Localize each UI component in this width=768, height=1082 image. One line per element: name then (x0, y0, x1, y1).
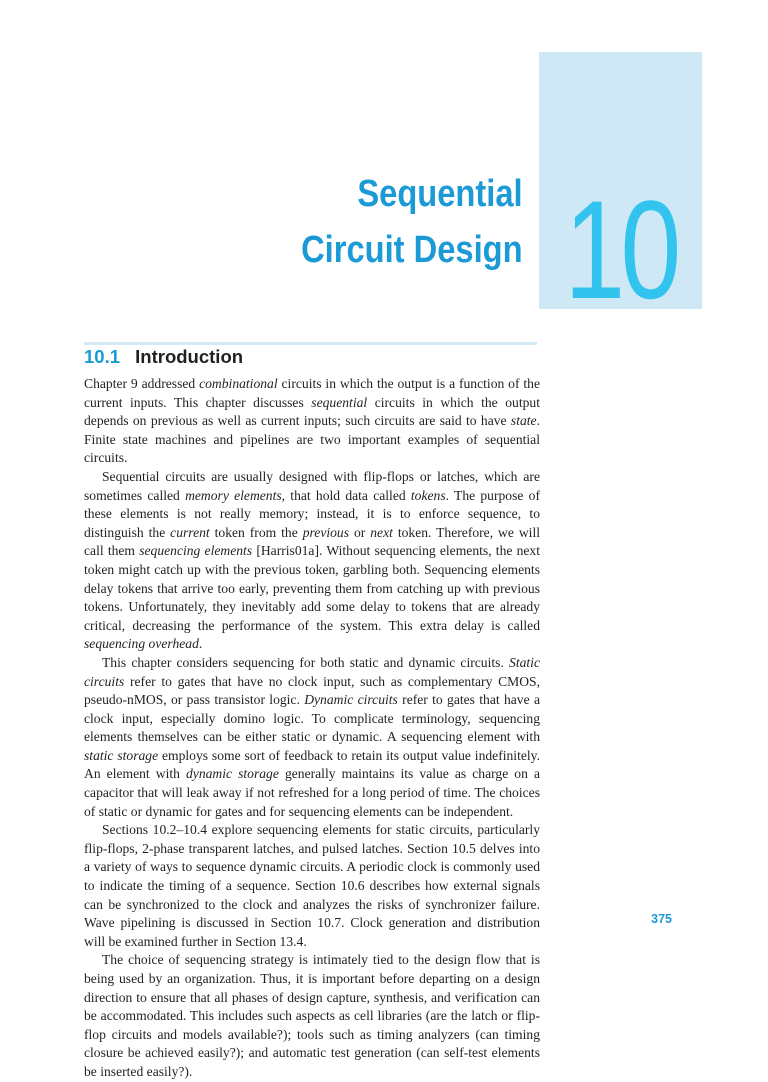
text-run: . (198, 636, 203, 652)
text-run: , that hold data called (281, 487, 411, 503)
italic-term: sequential (311, 394, 368, 410)
text-run: [Harris01a]. Without sequencing elements, the next token might catch up with the previous token, garbling both. Sequencing elements delay tokens that arrive too early, preventing them from catching up with previous tokens. Unfortunately, they inevitably add some delay to tokens that are already critical, decreasing the performance of the system. This extra delay is called (84, 543, 540, 633)
text-run: Sequential circuits are usually designed with flip-flops or latches, which are sometimes called (84, 468, 540, 503)
text-run: . Finite state machines and pipelines are two important examples of sequential circuits. (84, 413, 540, 466)
italic-term: next (370, 524, 393, 540)
text-run: generally maintains its value as charge on a capacitor that will leak away if not refreshed for a long period of time. The choices of static or dynamic for gates and for sequencing elements can be independent. (84, 766, 540, 819)
chapter-title (301, 166, 523, 278)
text-run: Chapter 9 addressed (84, 376, 200, 391)
text-run: or (349, 524, 371, 540)
section-number: 10.1 (84, 346, 121, 367)
italic-term: Dynamic circuits (304, 692, 398, 708)
text-run: token from the (209, 524, 303, 540)
paragraph (84, 654, 540, 821)
chapter-number-box (539, 52, 702, 328)
text-run: refer to gates that have a clock input, especially domino logic. To complicate terminology, sequencing elements themselves can be either static or dynamic. A sequencing element with (84, 692, 540, 745)
text-run: The choice of sequencing strategy is intimately tied to the design flow that is being used by an organization. Thus, it is important before departing on a design direction to ensure that all phases of design capture, synthesis, and verification can be accommodated. This includes such aspects as cell libraries (are the latch or flip-flop circuits and models available?); tools such as timing analyzers (can timing closure be achieved easily?); and automatic test generation (can self-test elements be inserted easily?). (84, 952, 540, 1079)
italic-term: Static circuits (84, 654, 540, 689)
italic-term: sequencing overhead (84, 636, 199, 652)
page-number: 375 (651, 912, 672, 926)
body-text (84, 375, 540, 1082)
chapter-title-line-2: Circuit Design (301, 229, 523, 271)
italic-term: combinational (199, 376, 278, 391)
paragraph (84, 468, 540, 654)
italic-term: tokens (410, 487, 446, 503)
text-run: Sections 10.2–10.4 explore sequencing elements for static circuits, particularly flip-flops, 2-phase transparent latches, and pulsed latches. Section 10.5 delves into a variety of ways to sequence dynamic circuits. A periodic clock is commonly used to indicate the timing of a sequence. Section 10.6 describes how external signals can be synchronized to the clock and analyzes the risks of synchronizer failure. Wave pipelining is discussed in Section 10.7. Clock generation and distribution will be examined further in Section 13.4. (84, 822, 540, 949)
chapter-title-line-1: Sequential (357, 173, 523, 215)
chapter-number: 10 (564, 171, 677, 328)
text-run: This chapter considers sequencing for both static and dynamic circuits. (102, 654, 510, 670)
paragraph (84, 951, 540, 1081)
italic-term: current (170, 524, 210, 540)
italic-term: previous (302, 524, 350, 540)
italic-term: dynamic storage (185, 766, 279, 782)
text-run: token. Therefore, we will call them (84, 524, 540, 559)
text-run: refer to gates that have no clock input, such as complementary CMOS, pseudo-nMOS, or pass transistor logic. (84, 673, 540, 708)
italic-term: state (510, 413, 537, 429)
section-title: Introduction (135, 346, 244, 367)
italic-term: static storage (84, 747, 159, 763)
paragraph (84, 375, 540, 468)
text-run: circuits in which the output depends on previous as well as current inputs; such circuits are said to have (84, 394, 540, 429)
paragraph (84, 821, 540, 951)
text-run: . The purpose of these elements is not really memory; instead, it is to enforce sequence, to distinguish the (84, 487, 540, 540)
italic-term: memory elements (185, 487, 282, 503)
section-heading (84, 344, 243, 370)
text-run: circuits in which the output is a function of the current inputs. This chapter discusses (84, 376, 540, 410)
italic-term: sequencing elements (139, 543, 253, 559)
text-run: employs some sort of feedback to retain its output value indefinitely. An element with (84, 747, 540, 782)
